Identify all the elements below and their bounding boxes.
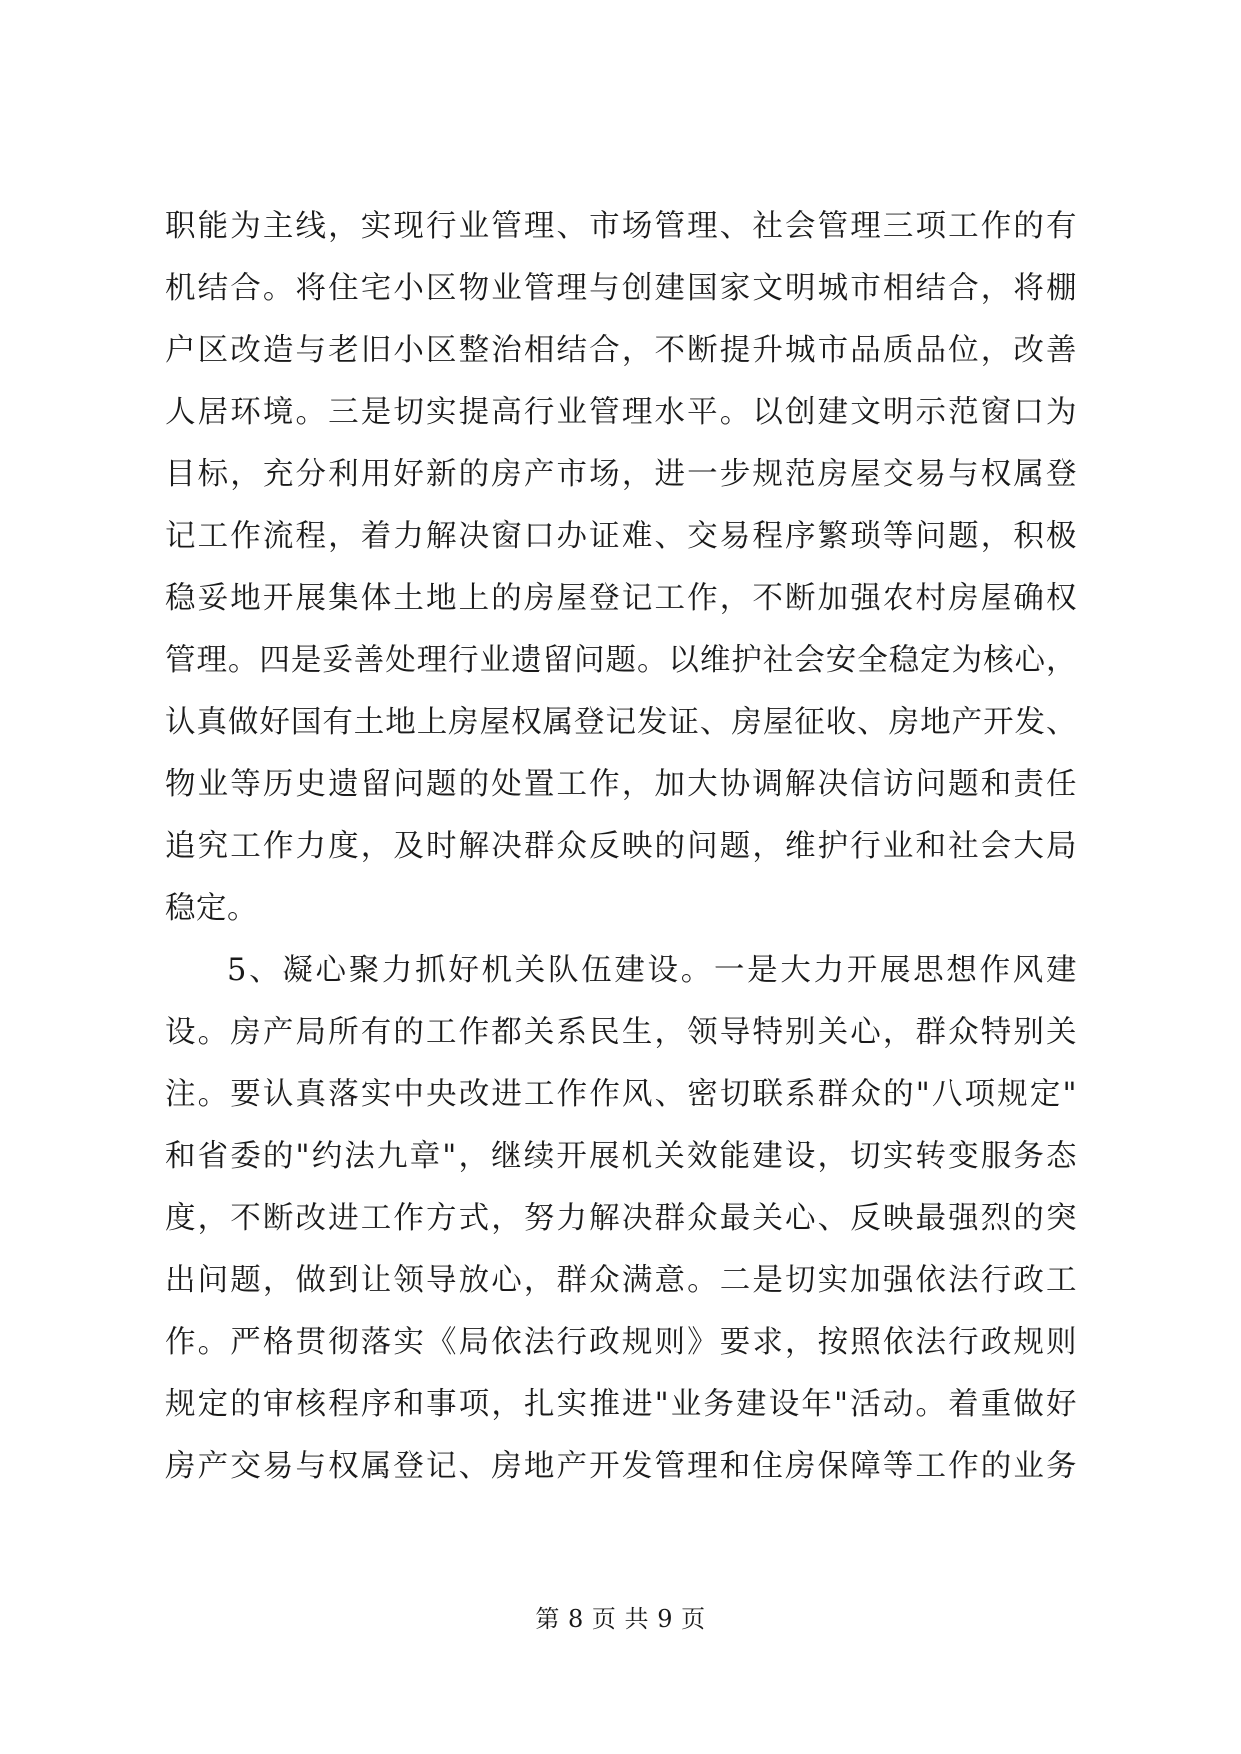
text-line: 5、凝心聚力抓好机关队伍建设。一是大力开展思想作风建	[227, 953, 1077, 988]
text-line: 设。房产局所有的工作都关系民生，领导特别关心，群众特别关	[165, 1015, 1077, 1050]
text-line: 和省委的"约法九章"，继续开展机关效能建设，切实转变服务态	[165, 1139, 1077, 1174]
text-line: 管理。四是妥善处理行业遗留问题。以维护社会安全稳定为核心，	[165, 643, 1077, 678]
text-line: 出问题，做到让领导放心，群众满意。二是切实加强依法行政工	[165, 1263, 1077, 1298]
text-line: 追究工作力度，及时解决群众反映的问题，维护行业和社会大局	[165, 829, 1077, 864]
text-line: 人居环境。三是切实提高行业管理水平。以创建文明示范窗口为	[165, 395, 1077, 430]
text-line: 职能为主线，实现行业管理、市场管理、社会管理三项工作的有	[165, 209, 1077, 244]
text-line: 认真做好国有土地上房屋权属登记发证、房屋征收、房地产开发、	[165, 705, 1077, 740]
paragraph-1	[165, 196, 1077, 940]
text-line: 物业等历史遗留问题的处置工作，加大协调解决信访问题和责任	[165, 767, 1077, 802]
text-line: 规定的审核程序和事项，扎实推进"业务建设年"活动。着重做好	[165, 1387, 1077, 1422]
text-line: 度，不断改进工作方式，努力解决群众最关心、反映最强烈的突	[165, 1201, 1077, 1236]
text-line: 房产交易与权属登记、房地产开发管理和住房保障等工作的业务	[165, 1449, 1077, 1484]
text-line: 稳定。	[165, 891, 258, 926]
text-line: 机结合。将住宅小区物业管理与创建国家文明城市相结合，将棚	[165, 271, 1077, 306]
document-body	[165, 196, 1077, 1498]
text-line: 注。要认真落实中央改进工作作风、密切联系群众的"八项规定"	[165, 1077, 1077, 1112]
text-line: 稳妥地开展集体土地上的房屋登记工作，不断加强农村房屋确权	[165, 581, 1077, 616]
text-line: 作。严格贯彻落实《局依法行政规则》要求，按照依法行政规则	[165, 1325, 1077, 1360]
text-line: 户区改造与老旧小区整治相结合，不断提升城市品质品位，改善	[165, 333, 1077, 368]
page-number-footer: 第 8 页 共 9 页	[535, 1605, 706, 1633]
paragraph-2	[165, 940, 1077, 1498]
text-line: 记工作流程，着力解决窗口办证难、交易程序繁琐等问题，积极	[165, 519, 1077, 554]
text-line: 目标，充分利用好新的房产市场，进一步规范房屋交易与权属登	[165, 457, 1077, 492]
